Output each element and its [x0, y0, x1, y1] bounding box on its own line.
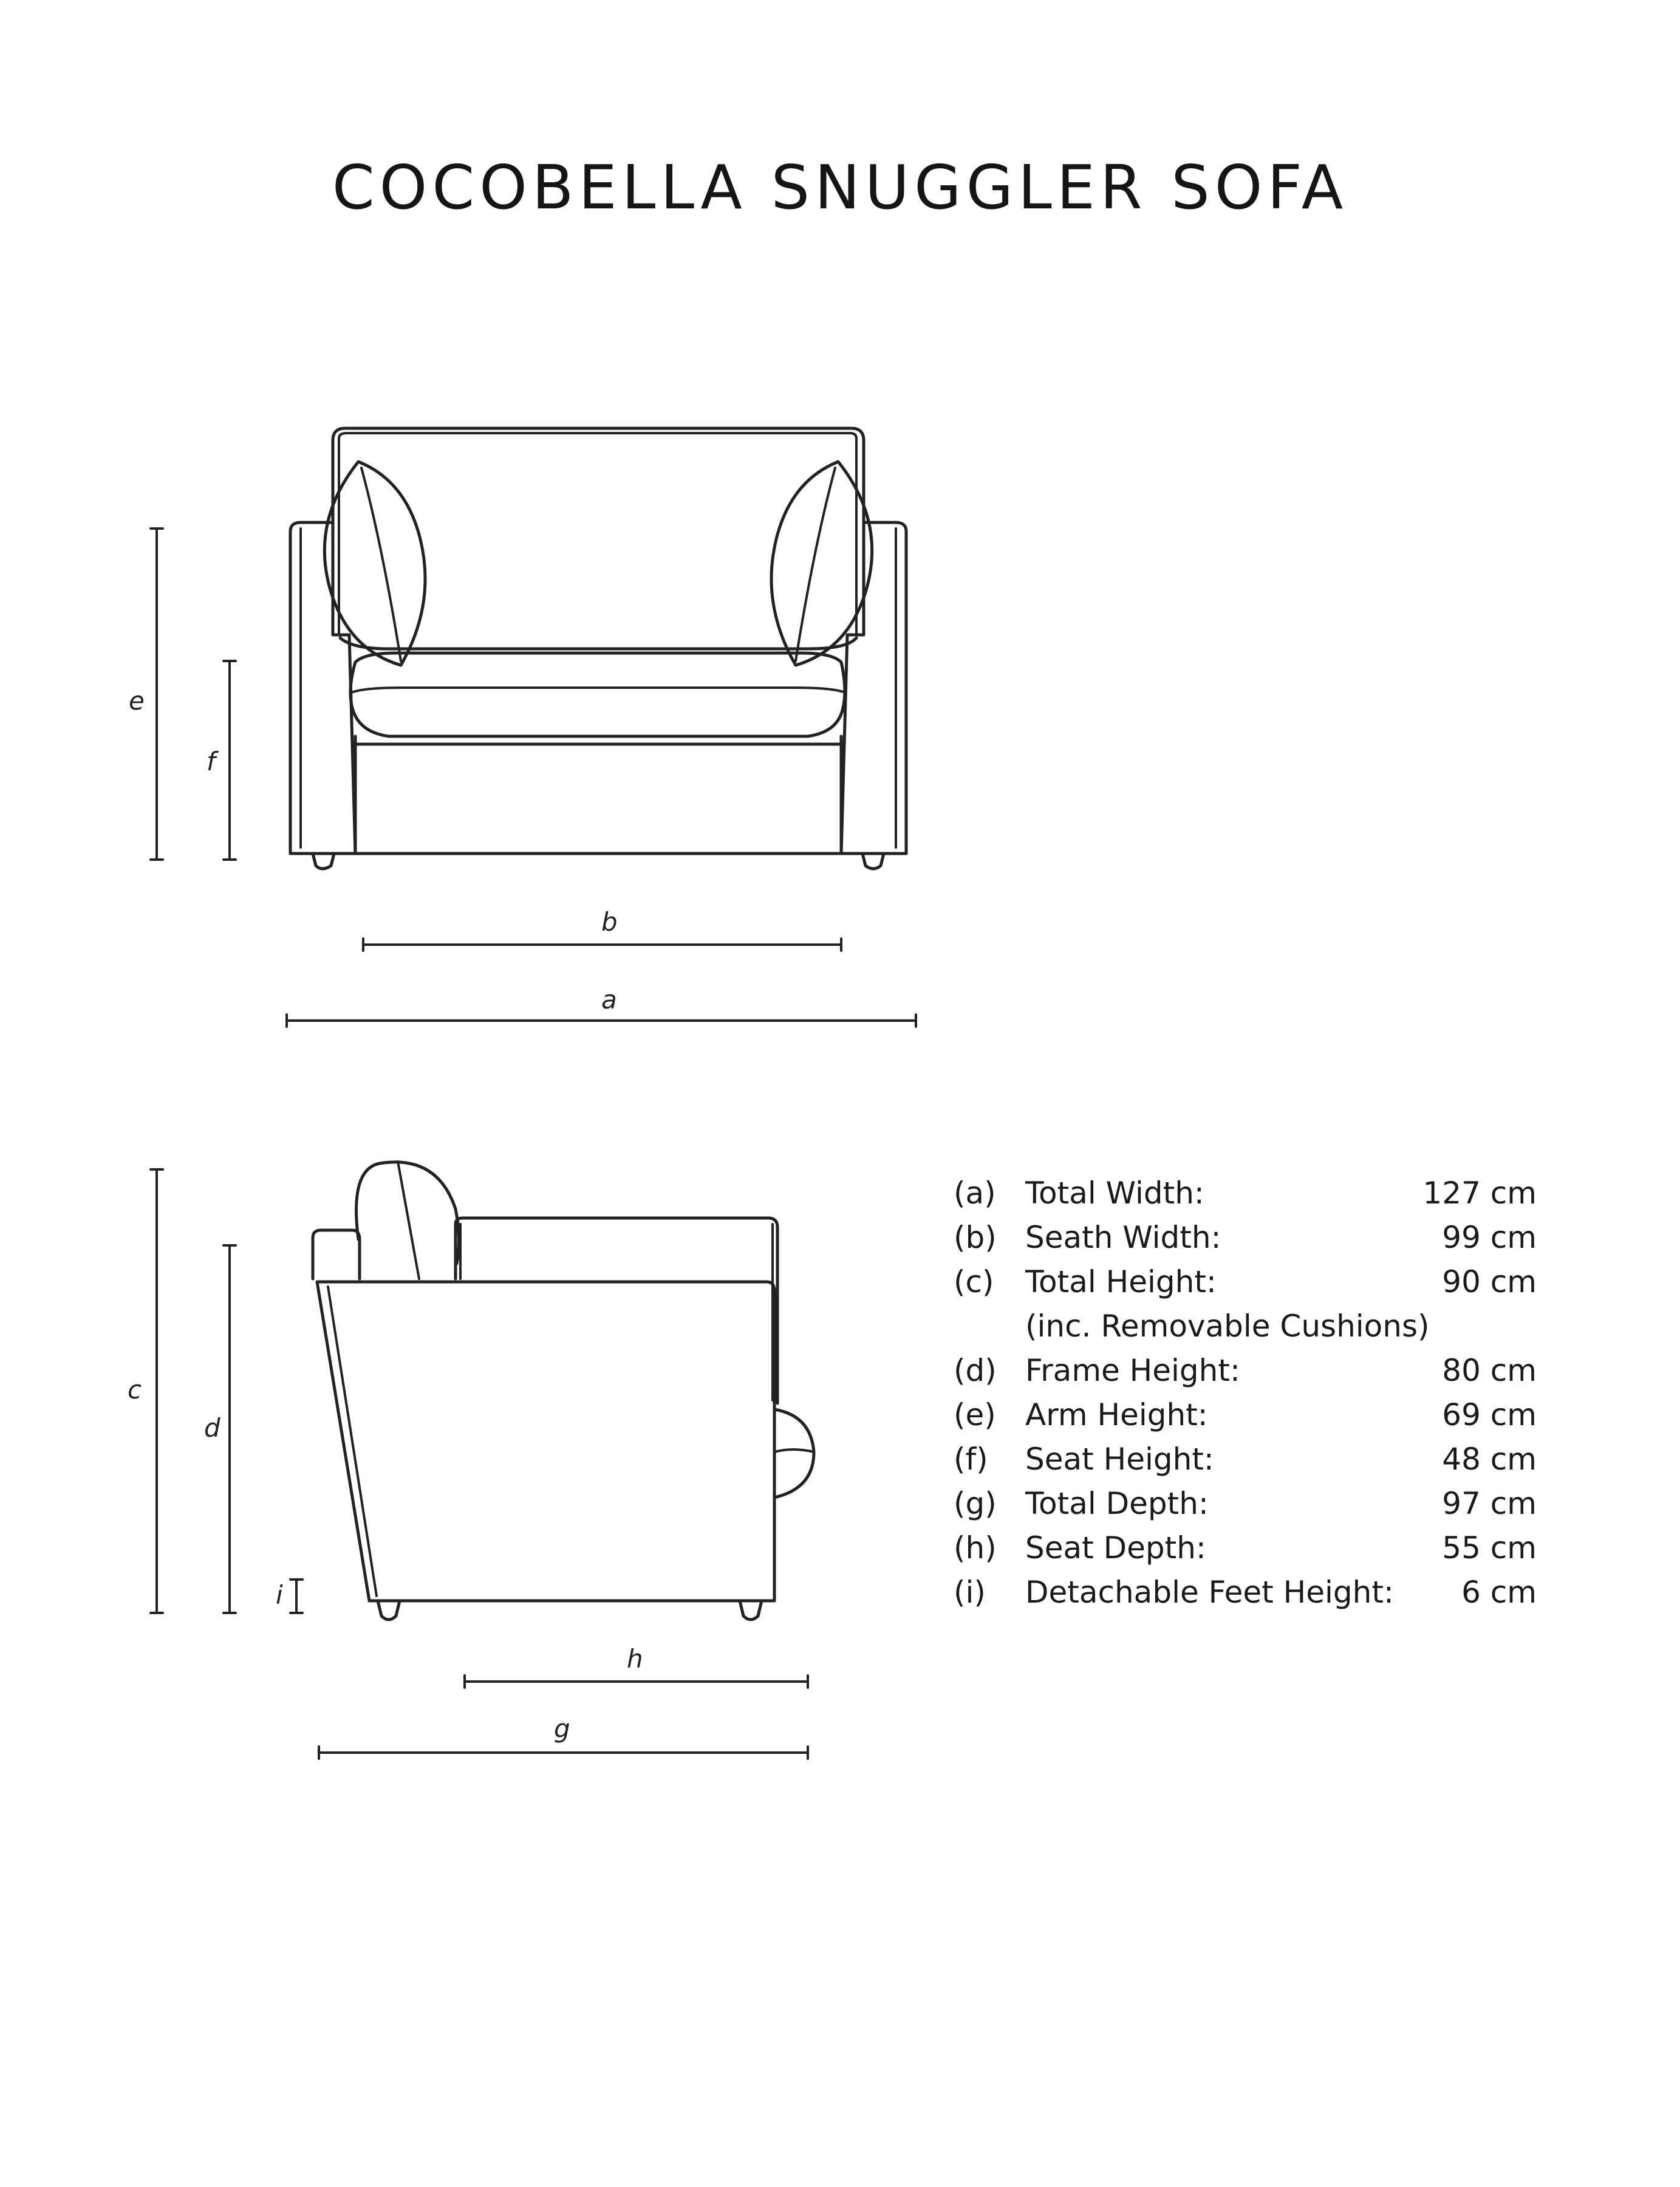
side-dimensions: [128, 1169, 808, 1759]
spec-row-total-depth: [954, 1482, 1537, 1526]
front-left-cushion-piping: [361, 468, 401, 661]
spec-label: Arm Height:: [1025, 1397, 1208, 1432]
spec-code: (b): [954, 1220, 997, 1255]
front-back-frame: [333, 428, 864, 635]
spec-value: 97 cm: [1442, 1486, 1537, 1521]
side-back-frame: [313, 1230, 360, 1279]
spec-value: 6 cm: [1461, 1575, 1537, 1610]
spec-code: (i): [954, 1575, 986, 1610]
spec-row-seat-width: [954, 1216, 1537, 1260]
spec-code: (e): [954, 1397, 996, 1432]
front-base: [290, 736, 906, 854]
dim-label-i: i: [276, 1580, 283, 1610]
spec-row-seat-depth: [954, 1526, 1537, 1570]
spec-code: (c): [954, 1264, 994, 1299]
spec-value: 99 cm: [1442, 1220, 1537, 1255]
spec-label: (inc. Removable Cushions): [1025, 1309, 1430, 1344]
dim-label-g: g: [554, 1714, 570, 1744]
dim-label-a: a: [601, 985, 617, 1015]
side-back-foot: [378, 1601, 400, 1620]
dim-label-b: b: [601, 907, 618, 937]
side-seat-back-inner: [460, 1224, 773, 1400]
spec-code: (d): [954, 1353, 997, 1388]
dim-label-f: f: [207, 747, 216, 776]
front-back-cushion-base: [340, 638, 856, 649]
spec-code: (h): [954, 1530, 997, 1566]
spec-code: (g): [954, 1486, 997, 1521]
spec-value: 48 cm: [1442, 1442, 1537, 1477]
spec-value: 90 cm: [1442, 1264, 1537, 1299]
spec-row-feet-height: [954, 1570, 1537, 1615]
dim-line-i: [290, 1580, 302, 1613]
dim-label-e: e: [129, 686, 145, 716]
spec-label: Total Width:: [1025, 1176, 1204, 1211]
dim-line-c: [151, 1169, 163, 1613]
dim-label-h: h: [627, 1644, 643, 1674]
side-back-cushion-piping: [398, 1162, 419, 1279]
dim-line-g: [319, 1747, 808, 1759]
spec-code: (a): [954, 1176, 996, 1211]
dim-label-d: d: [204, 1413, 220, 1443]
spec-row-arm-height: [954, 1393, 1537, 1437]
dim-line-d: [224, 1245, 236, 1613]
front-left-foot: [313, 854, 334, 869]
side-seat-cushion-seam: [774, 1449, 814, 1452]
spec-label: Seath Width:: [1025, 1220, 1221, 1255]
spec-value: 80 cm: [1442, 1353, 1537, 1388]
spec-label: Frame Height:: [1025, 1353, 1240, 1388]
front-seat-cushion-seam: [351, 688, 845, 693]
side-seat-cushion-front: [774, 1409, 814, 1497]
front-view: [290, 428, 906, 869]
spec-label: Seat Height:: [1025, 1442, 1214, 1477]
dim-line-a: [287, 1015, 916, 1027]
side-front-foot: [740, 1601, 762, 1620]
spec-row-total-width: [954, 1171, 1537, 1216]
spec-row-total-height: [954, 1260, 1537, 1304]
spec-row-total-height-note: [954, 1304, 1537, 1349]
spec-row-seat-height: [954, 1437, 1537, 1482]
spec-label: Total Height:: [1025, 1264, 1217, 1299]
spec-code: (f): [954, 1442, 988, 1477]
dim-line-b: [363, 939, 841, 951]
spec-label: Total Depth:: [1025, 1486, 1209, 1521]
dim-line-f: [224, 661, 236, 860]
dimensions-table: [954, 1171, 1537, 1615]
front-right-foot: [862, 854, 884, 869]
side-body-inner-line: [328, 1287, 377, 1596]
front-dimensions: [129, 529, 916, 1027]
spec-label: Detachable Feet Height:: [1025, 1575, 1394, 1610]
spec-value: 127 cm: [1422, 1176, 1537, 1211]
side-seat-back: [456, 1218, 777, 1403]
dim-line-e: [151, 529, 163, 860]
side-body: [317, 1282, 774, 1601]
side-view: [313, 1162, 814, 1620]
front-right-cushion-piping: [796, 468, 835, 661]
spec-value: 55 cm: [1442, 1530, 1537, 1566]
front-seat-cushion: [350, 653, 845, 736]
spec-label: Seat Depth:: [1025, 1530, 1206, 1566]
dim-label-c: c: [128, 1375, 142, 1405]
dim-line-h: [465, 1675, 808, 1688]
spec-value: 69 cm: [1442, 1397, 1537, 1432]
spec-row-frame-height: [954, 1349, 1537, 1393]
page-title: COCOBELLA SNUGGLER SOFA: [332, 152, 1348, 223]
